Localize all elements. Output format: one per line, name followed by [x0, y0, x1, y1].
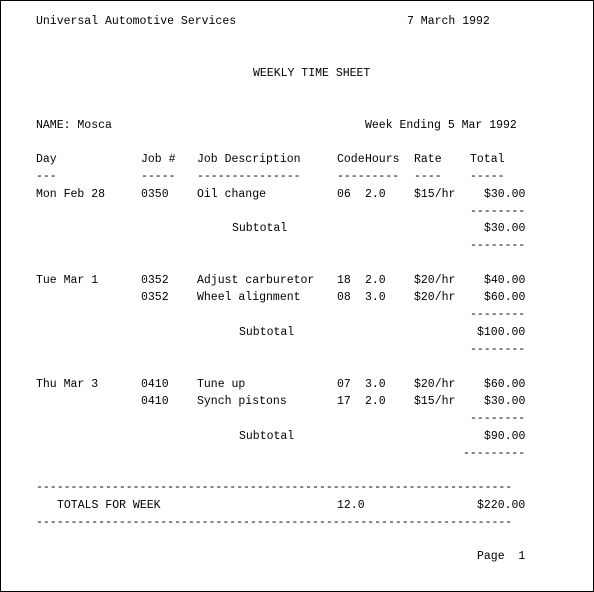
col-header-total: Total: [470, 153, 505, 166]
totals-label: TOTALS FOR WEEK: [57, 499, 161, 512]
job-hours: 3.0: [365, 378, 386, 391]
job-description: Adjust carburetor: [197, 274, 315, 287]
day-label: Tue Mar 1: [36, 274, 99, 287]
job-number: 0410: [141, 378, 169, 391]
job-description: Synch pistons: [197, 395, 287, 408]
job-description: Wheel alignment: [197, 291, 301, 304]
job-total: $30.00: [484, 188, 526, 201]
totals-rule-top: ---------------------------------------------------------------------: [36, 481, 513, 494]
week-ending: Week Ending 5 Mar 1992: [365, 119, 517, 132]
job-code: 17: [337, 395, 351, 408]
subtotal-amount: $100.00: [477, 326, 526, 339]
job-code: 18: [337, 274, 351, 287]
col-header-code: Code: [337, 153, 365, 166]
page-number: Page 1: [477, 550, 526, 563]
underline-total: -----: [470, 170, 505, 183]
subtotal-rule: --------: [470, 412, 526, 425]
job-description: Tune up: [197, 378, 246, 391]
subtotal-rule: --------: [470, 239, 526, 252]
underline-code-hours: ---------: [337, 170, 400, 183]
job-number: 0410: [141, 395, 169, 408]
job-total: $60.00: [484, 378, 526, 391]
subtotal-rule: ---------: [463, 447, 526, 460]
underline-rate: ----: [414, 170, 442, 183]
underline-job: -----: [141, 170, 176, 183]
col-header-rate: Rate: [414, 153, 442, 166]
report-date: 7 March 1992: [407, 15, 490, 28]
job-description: Oil change: [197, 188, 267, 201]
job-rate: $15/hr: [414, 188, 456, 201]
col-header-job: Job #: [141, 153, 176, 166]
job-total: $30.00: [484, 395, 526, 408]
job-rate: $15/hr: [414, 395, 456, 408]
subtotal-label: Subtotal: [239, 430, 295, 443]
job-total: $40.00: [484, 274, 526, 287]
job-code: 06: [337, 188, 351, 201]
company-name: Universal Automotive Services: [36, 15, 237, 28]
totals-hours: 12.0: [337, 499, 365, 512]
col-header-hours: Hours: [365, 153, 400, 166]
page-title: WEEKLY TIME SHEET: [253, 67, 371, 80]
job-hours: 3.0: [365, 291, 386, 304]
job-number: 0352: [141, 291, 169, 304]
col-header-description: Job Description: [197, 153, 301, 166]
subtotal-amount: $30.00: [484, 222, 526, 235]
subtotal-amount: $90.00: [484, 430, 526, 443]
job-code: 08: [337, 291, 351, 304]
job-rate: $20/hr: [414, 274, 456, 287]
job-hours: 2.0: [365, 395, 386, 408]
job-rate: $20/hr: [414, 291, 456, 304]
job-number: 0352: [141, 274, 169, 287]
totals-rule-bottom: ---------------------------------------------------------------------: [36, 516, 513, 529]
job-number: 0350: [141, 188, 169, 201]
underline-description: ---------------: [197, 170, 301, 183]
employee-name: NAME: Mosca: [36, 119, 112, 132]
subtotal-rule: --------: [470, 308, 526, 321]
col-header-day: Day: [36, 153, 57, 166]
day-label: Thu Mar 3: [36, 378, 99, 391]
subtotal-label: Subtotal: [232, 222, 288, 235]
day-label: Mon Feb 28: [36, 188, 106, 201]
job-hours: 2.0: [365, 188, 386, 201]
subtotal-rule: --------: [470, 205, 526, 218]
underline-day: ---: [36, 170, 57, 183]
job-rate: $20/hr: [414, 378, 456, 391]
job-code: 07: [337, 378, 351, 391]
subtotal-rule: --------: [470, 343, 526, 356]
job-hours: 2.0: [365, 274, 386, 287]
job-total: $60.00: [484, 291, 526, 304]
subtotal-label: Subtotal: [239, 326, 295, 339]
totals-amount: $220.00: [477, 499, 526, 512]
